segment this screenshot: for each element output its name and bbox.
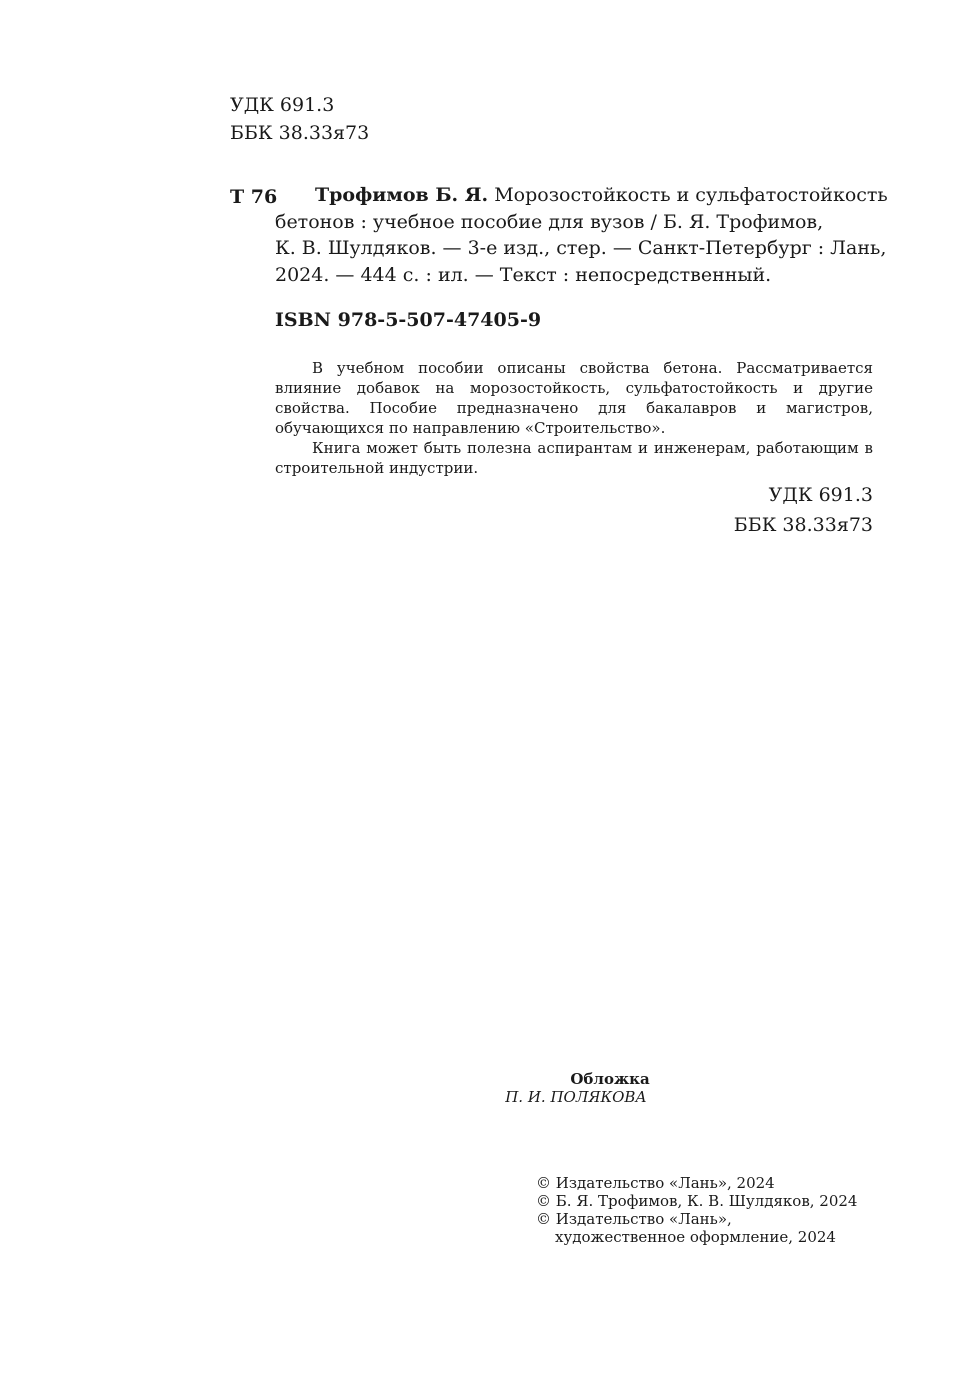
record-author: Трофимов Б. Я. — [315, 184, 489, 206]
record-line-1 — [315, 182, 888, 209]
record-title: Морозостойкость и сульфатостойкость — [488, 184, 888, 206]
record-line-3: К. В. Шулдяков. — 3-е изд., стер. — Санкт-Петербург : Лань, — [275, 237, 887, 259]
annotation — [275, 358, 873, 478]
isbn: ISBN 978-5-507-47405-9 — [275, 309, 542, 331]
copyright-line-3: © Издательство «Лань», — [536, 1210, 732, 1228]
bbk-footer: ББК 38.33я73 — [733, 514, 873, 536]
author-mark-code: Т 76 — [230, 186, 278, 208]
cover-label: Обложка — [570, 1070, 650, 1088]
udk-footer: УДК 691.3 — [768, 484, 873, 506]
udk-header: УДК 691.3 — [230, 94, 335, 116]
bbk-header: ББК 38.33я73 — [230, 122, 370, 144]
annotation-paragraph-1: В учебном пособии описаны свойства бетона. Рассматривается влияние добавок на морозостойкость, сульфатостойкость и другие свойства. Пособие предназначено для бакалавров и магистров, обучающихся по направлению «Строительство». — [275, 359, 873, 437]
copyright-block — [536, 1174, 857, 1246]
copyright-line-1: © Издательство «Лань», 2024 — [536, 1174, 775, 1192]
record-line-4: 2024. — 444 с. : ил. — Текст : непосредственный. — [275, 263, 772, 286]
copyright-line-2: © Б. Я. Трофимов, К. В. Шулдяков, 2024 — [536, 1192, 858, 1210]
record-line-2: бетонов : учебное пособие для вузов / Б. Я. Трофимов, — [275, 210, 824, 233]
bibliographic-record — [275, 182, 888, 288]
classification-codes — [734, 480, 873, 540]
cover-designer: П. И. ПОЛЯКОВА — [505, 1088, 647, 1106]
annotation-paragraph-2: Книга может быть полезна аспирантам и инженерам, работающим в строительной индустрии. — [275, 439, 873, 477]
copyright-line-4: художественное оформление, 2024 — [555, 1228, 836, 1246]
